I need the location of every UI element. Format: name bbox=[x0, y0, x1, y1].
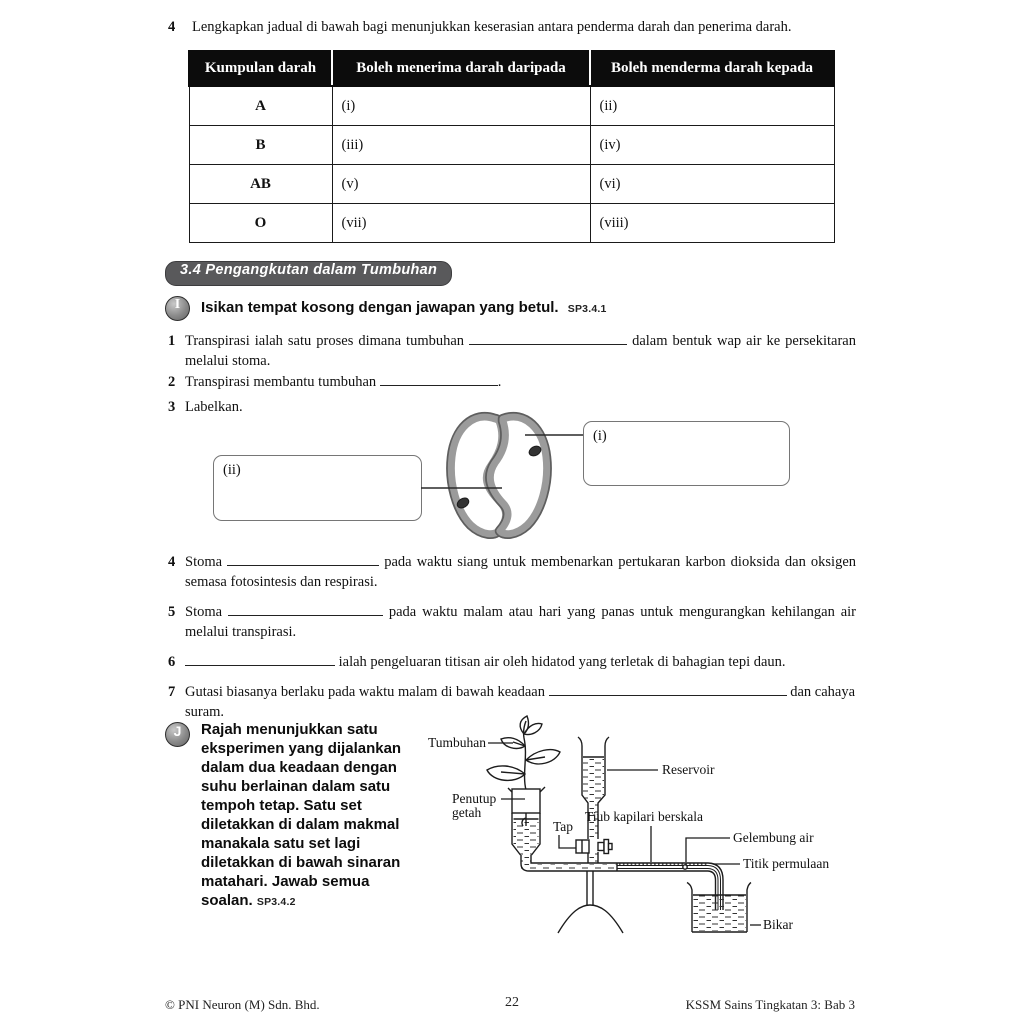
instruction-j bbox=[201, 720, 453, 910]
question-2 bbox=[168, 373, 856, 393]
answer-blank bbox=[469, 332, 627, 345]
label-box-ii-text: (ii) bbox=[223, 462, 241, 478]
header-boleh-menerima: Boleh menerima darah daripada bbox=[332, 51, 590, 86]
instruction-line: diletakkan di bawah sinaran bbox=[201, 854, 401, 871]
question-number: 3 bbox=[168, 399, 176, 415]
question-text: pada waktu malam atau hari yang panas untuk mengurangkan kehilangan air melalui transpirasi. bbox=[185, 604, 856, 640]
answer-cell: (iii) bbox=[332, 126, 590, 165]
answer-cell: (i) bbox=[332, 86, 590, 126]
tube-water bbox=[523, 865, 617, 871]
sp-tag: SP3.4.2 bbox=[256, 896, 296, 908]
question-text: Gutasi biasanya berlaku pada waktu malam di bawah keadaan bbox=[185, 684, 545, 700]
label-tiub-kapilari: Tiub kapilari berskala bbox=[585, 809, 703, 824]
sp-tag: SP3.4.1 bbox=[567, 303, 607, 315]
capillary-tube bbox=[617, 863, 708, 871]
blood-group: B bbox=[189, 126, 332, 165]
label-bikar: Bikar bbox=[763, 917, 793, 932]
question-1 bbox=[168, 332, 856, 371]
blood-question bbox=[168, 18, 856, 38]
question-text: ialah pengeluaran titisan air oleh hidatod yang terletak di bahagian tepi daun. bbox=[338, 654, 786, 670]
answer-blank bbox=[549, 683, 787, 696]
question-text: Labelkan. bbox=[185, 399, 243, 415]
label-penutup: Penutup bbox=[452, 791, 497, 806]
footer-page-number: 22 bbox=[505, 995, 519, 1010]
stoma-diagram bbox=[447, 413, 551, 539]
blood-group: A bbox=[189, 86, 332, 126]
instruction-line: manakala satu set lagi bbox=[201, 835, 361, 852]
answer-blank bbox=[380, 373, 498, 386]
question-number: 7 bbox=[168, 684, 176, 700]
header-kumpulan-darah: Kumpulan darah bbox=[189, 51, 332, 86]
question-text: pada waktu siang untuk membenarkan pertukaran karbon dioksida dan oksigen semasa fotosintesis dan respirasi. bbox=[185, 554, 857, 590]
question-text: dalam bentuk wap air ke persekitaran melalui stoma. bbox=[185, 333, 856, 369]
label-tap: Tap bbox=[553, 819, 574, 834]
section-badge: 3.4 Pengangkutan dalam Tumbuhan bbox=[165, 261, 452, 286]
question-number: 4 bbox=[168, 554, 176, 570]
answer-cell: (ii) bbox=[590, 86, 834, 126]
label-titik-permulaan: Titik permulaan bbox=[743, 856, 830, 871]
question-number: 6 bbox=[168, 654, 176, 670]
potometer-diagram bbox=[425, 712, 885, 972]
question-text: Lengkapkan jadual di bawah bagi menunjukkan keserasian antara penderma darah dan penerima darah. bbox=[192, 19, 792, 35]
question-number: 1 bbox=[168, 333, 176, 349]
table-row bbox=[189, 165, 834, 204]
table-row bbox=[189, 204, 834, 243]
rubber-stopper bbox=[512, 789, 540, 813]
tap-valve bbox=[576, 840, 612, 854]
instruction-line: suhu berlainan dalam satu bbox=[201, 778, 391, 795]
footer-book-title: KSSM Sains Tingkatan 3: Bab 3 bbox=[685, 997, 855, 1012]
instruction-line: dalam dua keadaan dengan bbox=[201, 759, 397, 776]
question-number: 5 bbox=[168, 604, 176, 620]
instruction-line-text: soalan. bbox=[201, 892, 253, 909]
answer-cell: (iv) bbox=[590, 126, 834, 165]
stand bbox=[558, 872, 623, 934]
label-reservoir: Reservoir bbox=[662, 762, 715, 777]
instruction-line bbox=[201, 891, 453, 910]
question-text: Stoma bbox=[185, 554, 223, 570]
answer-blank bbox=[185, 653, 335, 666]
plant bbox=[487, 716, 560, 790]
air-bubble bbox=[683, 865, 687, 869]
instruction-line: matahari. Jawab semua bbox=[201, 873, 370, 890]
footer-copyright: © PNI Neuron (M) Sdn. Bhd. bbox=[165, 997, 320, 1012]
question-text: dan cahaya suram. bbox=[185, 684, 856, 720]
table-row bbox=[189, 86, 834, 126]
table-row bbox=[189, 126, 834, 165]
table-header-row bbox=[189, 51, 834, 86]
instruction-line: tempoh tetap. Satu set bbox=[201, 797, 362, 814]
blood-group: AB bbox=[189, 165, 332, 204]
answer-blank bbox=[227, 553, 379, 566]
answer-cell: (vii) bbox=[332, 204, 590, 243]
label-gelembung-air: Gelembung air bbox=[733, 830, 814, 845]
instruction-line: Rajah menunjukkan satu bbox=[201, 721, 378, 738]
label-box-ii bbox=[213, 455, 422, 521]
label-tumbuhan: Tumbuhan bbox=[427, 735, 486, 750]
answer-cell: (vi) bbox=[590, 165, 834, 204]
label-getah: getah bbox=[452, 805, 482, 820]
blood-group: O bbox=[189, 204, 332, 243]
instruction-i bbox=[201, 299, 607, 316]
question-text: Transpirasi membantu tumbuhan bbox=[185, 374, 377, 390]
beaker bbox=[687, 883, 751, 933]
instruction-line: eksperimen yang dijalankan bbox=[201, 740, 402, 757]
question-6 bbox=[168, 653, 856, 673]
blood-compatibility-table bbox=[188, 50, 835, 243]
question-5 bbox=[168, 603, 856, 642]
instruction-text: Isikan tempat kosong dengan jawapan yang betul. bbox=[201, 299, 559, 316]
instruction-letter-badge: J bbox=[165, 722, 190, 747]
answer-cell: (v) bbox=[332, 165, 590, 204]
instruction-letter-badge: I bbox=[165, 296, 190, 321]
header-boleh-menderma: Boleh menderma darah kepada bbox=[590, 51, 834, 86]
question-text: . bbox=[497, 374, 502, 390]
question-text: Stoma bbox=[185, 604, 223, 620]
answer-blank bbox=[228, 603, 383, 616]
answer-cell: (viii) bbox=[590, 204, 834, 243]
question-text: Transpirasi ialah satu proses dimana tumbuhan bbox=[185, 333, 465, 349]
label-box-i-text: (i) bbox=[593, 428, 607, 444]
question-number: 4 bbox=[168, 19, 176, 35]
stoma-figure bbox=[210, 413, 802, 548]
question-number: 2 bbox=[168, 374, 176, 390]
label-box-i bbox=[583, 421, 790, 486]
question-4 bbox=[168, 553, 856, 592]
instruction-line: diletakkan di dalam makmal bbox=[201, 816, 400, 833]
